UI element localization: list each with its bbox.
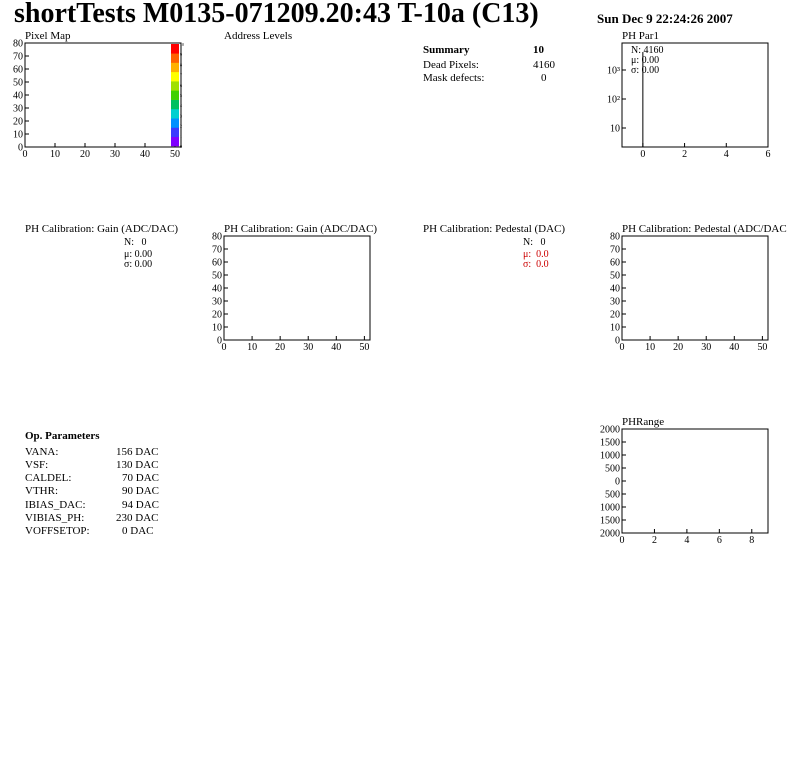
y-tick-label: 500 xyxy=(605,463,620,475)
y-tick-label: 70 xyxy=(610,244,620,256)
x-tick-label: 2 xyxy=(651,535,657,546)
address-levels-title: Address Levels xyxy=(224,30,293,42)
x-tick-label: 50 xyxy=(170,149,180,160)
colorbar-tick-label: 9 xyxy=(180,52,182,58)
gain-sigma-value: 0.00 xyxy=(134,259,153,270)
op-param-value: 94 DAC xyxy=(122,499,159,511)
colorbar-tick-label: 0 xyxy=(180,144,182,149)
y-tick-label: 10 xyxy=(610,322,620,334)
x-tick-label: 10 xyxy=(247,342,258,353)
y-tick-label: 0 xyxy=(217,335,222,347)
y-tick-label: 1000 xyxy=(600,502,620,514)
colorbar-segment xyxy=(171,109,179,119)
gain-mu-value: 0.00 xyxy=(134,249,153,260)
y-tick-label: 80 xyxy=(13,38,23,50)
plot-frame xyxy=(224,236,370,340)
colorbar-segment xyxy=(171,118,179,128)
pedestal-sigma-value: 0.0 xyxy=(536,259,549,270)
gain-sigma-label: σ: xyxy=(124,259,133,270)
colorbar-segment xyxy=(171,72,179,82)
gain-map-title: PH Calibration: Gain (ADC/DAC) xyxy=(224,223,378,235)
x-tick-label: 2 xyxy=(682,149,688,160)
page-title: shortTests M0135-071209.20:43 T-10a (C13) xyxy=(14,0,539,29)
colorbar-tick-label: 1 xyxy=(180,133,182,139)
x-tick-label: 6 xyxy=(765,149,771,160)
pedestal-map-title: PH Calibration: Pedestal (ADC/DAC xyxy=(622,223,787,235)
plot-frame xyxy=(622,429,768,533)
op-parameters-title: Op. Parameters xyxy=(25,430,100,442)
pedestal-n-label: N: xyxy=(523,237,533,248)
gain-map-chart xyxy=(212,232,370,354)
colorbar-tick-label: 2 xyxy=(180,123,182,129)
colorbar-segment xyxy=(171,44,179,54)
y-tick-label: 1000 xyxy=(600,450,620,462)
x-tick-label: 0 xyxy=(221,342,227,353)
x-tick-label: 30 xyxy=(701,342,712,353)
op-param-label: VTHR: xyxy=(25,485,58,497)
pixel-map-chart xyxy=(13,39,184,161)
op-param-value: 156 DAC xyxy=(116,446,159,458)
ph-par1-chart xyxy=(607,43,771,160)
x-tick-label: 8 xyxy=(749,535,755,546)
y-tick-label: 70 xyxy=(212,244,222,256)
x-tick-label: 50 xyxy=(757,342,768,353)
colorbar-tick-label: 4 xyxy=(180,103,182,109)
pedestal-mu-value: 0.0 xyxy=(536,249,549,260)
colorbar-tick-label: 10 xyxy=(180,42,184,47)
y-tick-label: 30 xyxy=(610,296,620,308)
x-tick-label: 40 xyxy=(140,149,150,160)
colorbar-segment xyxy=(171,63,179,73)
ph-range-chart xyxy=(600,425,768,547)
summary-value: 10 xyxy=(533,44,544,56)
colorbar-tick-label: 7 xyxy=(180,72,182,78)
y-tick-label: 10 xyxy=(212,322,222,334)
y-tick-label: 60 xyxy=(212,257,222,269)
y-tick-label: 40 xyxy=(13,90,23,102)
x-tick-label: 40 xyxy=(331,342,342,353)
gain-stats-title: PH Calibration: Gain (ADC/DAC) xyxy=(25,223,179,235)
y-tick-label: 20 xyxy=(212,309,222,321)
pixel-map-title: Pixel Map xyxy=(25,30,71,42)
y-tick-label: 30 xyxy=(212,296,222,308)
stats-mu: μ: 0.00 xyxy=(631,55,660,66)
dead-pixels-value: 4160 xyxy=(533,59,555,71)
x-tick-label: 0 xyxy=(22,149,28,160)
gain-n-label: N: xyxy=(124,237,134,248)
y-tick-label: 1500 xyxy=(600,437,620,449)
colorbar-segment xyxy=(171,137,179,147)
colorbar-tick-label: 3 xyxy=(180,113,182,119)
x-tick-label: 30 xyxy=(110,149,120,160)
timestamp: Sun Dec 9 22:24:26 2007 xyxy=(597,11,733,26)
y-tick-label: 60 xyxy=(13,64,23,76)
y-tick-label: 80 xyxy=(212,231,222,243)
y-tick-label: 10 xyxy=(13,129,23,141)
y-tick-label: 50 xyxy=(610,270,620,282)
colorbar-segment xyxy=(171,100,179,110)
x-tick-label: 20 xyxy=(80,149,90,160)
y-tick-label: 2000 xyxy=(600,528,620,540)
y-tick-label: 1500 xyxy=(600,515,620,527)
y-tick-label: 20 xyxy=(610,309,620,321)
y-tick-label: 10 xyxy=(610,123,620,135)
x-tick-label: 4 xyxy=(723,149,729,160)
pedestal-n-value: 0 xyxy=(540,237,546,248)
y-tick-label: 50 xyxy=(13,77,23,89)
dead-pixels-label: Dead Pixels: xyxy=(423,59,479,71)
x-tick-label: 40 xyxy=(729,342,740,353)
y-tick-label: 10³ xyxy=(607,65,620,77)
op-param-label: VIBIAS_PH: xyxy=(25,512,85,524)
y-tick-label: 50 xyxy=(212,270,222,282)
y-tick-label: 30 xyxy=(13,103,23,115)
op-param-value: 70 DAC xyxy=(122,472,159,484)
x-tick-label: 0 xyxy=(619,342,625,353)
x-tick-label: 4 xyxy=(684,535,690,546)
y-tick-label: 60 xyxy=(610,257,620,269)
y-tick-label: 0 xyxy=(615,476,620,488)
x-tick-label: 50 xyxy=(359,342,370,353)
pedestal-mu-label: μ: xyxy=(523,249,532,260)
x-tick-label: 0 xyxy=(619,535,625,546)
y-tick-label: 40 xyxy=(212,283,222,295)
stats-n: N: 4160 xyxy=(631,45,664,56)
op-param-value: 130 DAC xyxy=(116,459,159,471)
y-tick-label: 20 xyxy=(13,116,23,128)
y-tick-label: 40 xyxy=(610,283,620,295)
plot-frame xyxy=(622,236,768,340)
colorbar-segment xyxy=(171,127,179,137)
colorbar-segment xyxy=(171,90,179,100)
colorbar-tick-label: 6 xyxy=(180,82,182,88)
y-tick-label: 2000 xyxy=(600,424,620,436)
op-param-value: 0 DAC xyxy=(122,525,154,537)
pedestal-stats-title: PH Calibration: Pedestal (DAC) xyxy=(423,223,566,235)
y-tick-label: 0 xyxy=(615,335,620,347)
ph-par1-title: PH Par1 xyxy=(622,30,659,42)
x-tick-label: 20 xyxy=(673,342,684,353)
x-tick-label: 0 xyxy=(640,149,646,160)
op-param-label: VOFFSETOP: xyxy=(25,525,90,537)
mask-defects-value: 0 xyxy=(541,72,547,84)
pedestal-sigma-label: σ: xyxy=(523,259,532,270)
colorbar-segment xyxy=(171,53,179,63)
op-param-value: 230 DAC xyxy=(116,512,159,524)
stats-sigma: σ: 0.00 xyxy=(631,65,660,76)
op-param-label: VSF: xyxy=(25,459,49,471)
x-tick-label: 10 xyxy=(645,342,656,353)
summary-title: Summary xyxy=(423,44,470,56)
op-param-value: 90 DAC xyxy=(122,485,159,497)
y-tick-label: 70 xyxy=(13,51,23,63)
colorbar-tick-label: 8 xyxy=(180,62,182,68)
x-tick-label: 6 xyxy=(716,535,722,546)
colorbar-tick-label: 5 xyxy=(180,93,182,98)
op-param-label: IBIAS_DAC: xyxy=(25,499,86,511)
pedestal-map-chart xyxy=(610,232,768,354)
mask-defects-label: Mask defects: xyxy=(423,72,485,84)
gain-mu-label: μ: xyxy=(124,249,133,260)
ph-range-title: PHRange xyxy=(622,416,665,428)
op-param-label: VANA: xyxy=(25,446,59,458)
op-param-label: CALDEL: xyxy=(25,472,72,484)
x-tick-label: 10 xyxy=(50,149,60,160)
plot-frame xyxy=(25,43,181,147)
x-tick-label: 30 xyxy=(303,342,314,353)
colorbar-segment xyxy=(171,81,179,91)
gain-n-value: 0 xyxy=(141,237,147,248)
y-tick-label: 0 xyxy=(18,142,23,154)
y-tick-label: 80 xyxy=(610,231,620,243)
y-tick-label: 500 xyxy=(605,489,620,501)
x-tick-label: 20 xyxy=(275,342,286,353)
y-tick-label: 10² xyxy=(607,94,620,106)
